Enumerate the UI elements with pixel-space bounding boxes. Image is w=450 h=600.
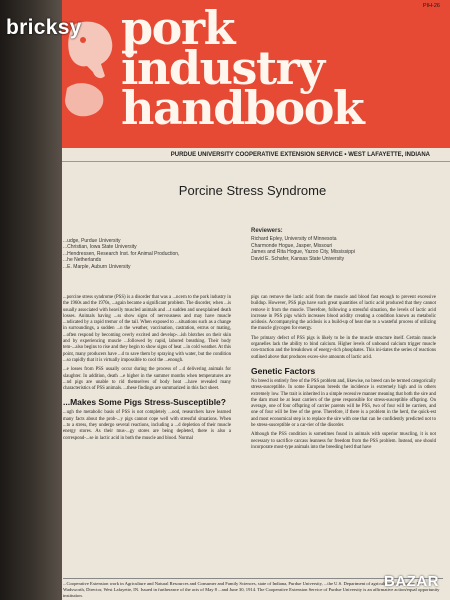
document-title: Porcine Stress Syndrome [178, 183, 327, 198]
body-paragraph: The primary defect of PSS pigs is likely to be in the muscle structure itself. Certain muscle organelles lack the ability to bind calcium. Higher levels of unbound calcium trigger muscle con-traction and the breakdown of energy-rich phosphates. This ini-tiates the series of reactions outlined above that produces exces-sive amounts of lactic acid. [251, 335, 436, 360]
body-paragraph: Although the PSS condition is sometimes found in animals with superior muscling, it is not necessary to sacrifice carcass leanness for freedom from the PSS problem. Instead, one should incorporate most-type animals into the breeding herd that have [251, 432, 436, 450]
right-column [251, 295, 436, 454]
author-line: ...he Netherlands [63, 257, 102, 264]
title-line-3: handbook [121, 81, 364, 135]
section-heading: ...Makes Some Pigs Stress-Susceptible? [63, 397, 226, 408]
body-paragraph: ...e losses from PSS usually occur during the process of ...d delivering animals for slaughter. In addition, death ...e higher in the summer months when temperatures are ...nd pigs are unable to rid themselves of body heat ...have revealed many characteristics of PSS animals. ...these findings are summarized in this fact sheet. [63, 367, 231, 392]
body-paragraph: ...ugh the metabolic basis of PSS is not completely ...ood, researchers have learned many facts about the prob-...y pigs cannot cope well with stressful situations. When ...to a stress, they undergo several reactions, including a ...d depletion of their muscle energy stores. As their mus-...gy stores are being depleted, there is also a correspond-...se in lactic acid in both the muscle and blood. Normal [63, 410, 231, 441]
header-banner [55, 0, 450, 148]
body-paragraph: No breed is entirely free of the PSS problem and, likewise, no breed can be termed categorically stress-susceptible. In some European breeds the incidence is extremely high and in others extremely low. The trait is inherited in a simple recessive manner meaning that both the sire and the dam must be at least carriers of the gene responsible for stress-susceptible offspring. On average, one of four offspring of carrier parents will be PSS, two of four will be carriers, and one of four will be free of the gene. Therefore, if there is a problem in the herd, the quick-est and most economical step is to replace the sire with one that can be confidently predicted not to be stress-susceptible or a car-rier of the disorder. [251, 378, 436, 429]
body-paragraph: ...porcine stress syndrome (PSS) is a disorder that was a ...ncern to the pork industry in the 1960s and the 1970s, ...again became a significant problem. The disorder, when ...is usually associated with heavily muscled animals and ...t sudden and unexplained death losses. Animals having ...ss show signs of nervousness and may have muscle ...ndicated by a rapid tremor of the tail. When exposed to ...situations such as a change in surroundings, a sudden ...n the weather, vaccination, castration, estrus or mating, ...often respond by becoming overly excited and develop-...ish blotches on their skin and by experiencing muscle ...followed by rapid, labored breathing. Their body tem-...also begins to rise and they begin to show signs of heat ...in cold weather. At this point, many producers have ...d to save them by spraying with water, but the condition ...so rapidly that it is virtually impossible to cool the ...enough. [63, 295, 231, 363]
authors-block [63, 238, 233, 270]
footer-note: ...Cooperative Extension work in Agriculture and Natural Resources and Consumer and Family Sciences, state of Indiana, Purdue University, ...the U.S. Department of agriculture cooperating; H. A. Wadsworth, Director, West Lafayette, IN. Issued in furtherance of the acts of May 8 ...and June 30, 1914. The Cooperative Extension Service of Purdue University is an affirmative action/equal opportunity institution. [63, 578, 443, 599]
reviewer-line: David E. Schafer, Kansas State University [251, 255, 345, 262]
watermark-text: bricksy [6, 16, 82, 39]
reviewer-line: Charmonde Hogue, Jasper, Missouri [251, 242, 333, 249]
author-line: ...E. Marple, Auburn University [63, 263, 131, 270]
body-paragraph: pigs can remove the lactic acid from the muscle and blood fast enough to prevent excessive buildup. However, PSS pigs have such great quantities of lactic acid produced that they cannot remove it from the muscle. Therefore, following a stressful situation, the levels of lactic acid increase in PSS pigs which increases blood acidity creating a condition known as metabolic acidosis. Accompanying the acidosis is a build-up of heat due to a wasteful process of utilizing the muscle glycogen for energy. [251, 295, 436, 332]
title-line-1: pork [121, 1, 234, 55]
section-heading: Genetic Factors [251, 365, 316, 376]
publisher-line: PURDUE UNIVERSITY COOPERATIVE EXTENSION SERVICE • WEST LAFAYETTE, INDIANA [55, 148, 450, 162]
handbook-page [55, 0, 450, 600]
document-code: PIH-26 [422, 3, 440, 9]
logo-text: BAZAR [384, 573, 439, 590]
author-line: ...udge, Purdue University [63, 238, 121, 244]
author-line: ...Hendressen, Research Inst. for Animal Production, [63, 250, 180, 257]
reviewers-heading: Reviewers: [251, 228, 283, 234]
reviewer-line: James and Rita Hogue, Yazoo City, Mississippi [251, 249, 355, 256]
author-line: ...Christian, Iowa State University [63, 244, 137, 251]
reviewers-block [251, 228, 441, 262]
title-line-2: industry [121, 41, 324, 95]
reviewer-line: Richard Epley, University of Minnesota [251, 236, 337, 243]
left-column [63, 295, 231, 445]
marketplace-logo [380, 572, 442, 594]
book-binding-shadow [0, 0, 62, 600]
